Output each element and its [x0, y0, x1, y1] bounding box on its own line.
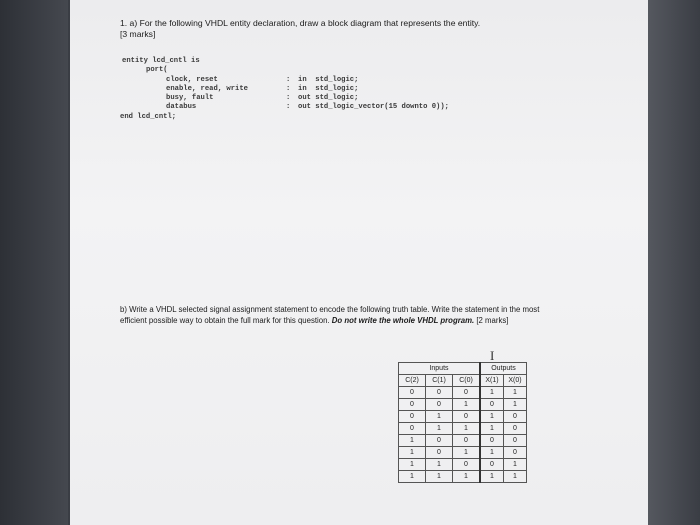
table-cell: 0 — [480, 459, 504, 471]
code-port-names: databus — [166, 103, 197, 111]
code-port-type: out std_logic_vector(15 downto 0)); — [298, 103, 449, 111]
table-cell: 1 — [426, 471, 453, 483]
code-entity-line: entity lcd_cntl is — [122, 57, 200, 65]
table-cell: 0 — [399, 423, 426, 435]
inputs-header: Inputs — [399, 363, 481, 375]
table-cell: 0 — [399, 411, 426, 423]
question-1b-marks: [2 marks] — [476, 316, 509, 325]
paper-sheet — [70, 0, 648, 525]
truth-table — [398, 362, 527, 483]
table-row — [399, 447, 527, 459]
table-cell: 1 — [453, 447, 481, 459]
table-cell: 1 — [504, 399, 527, 411]
table-cell: 0 — [453, 459, 481, 471]
question-1a-marks: [3 marks] — [120, 29, 156, 39]
table-row — [399, 411, 527, 423]
table-cell: 0 — [504, 447, 527, 459]
table-row — [399, 471, 527, 483]
table-cell: 1 — [399, 459, 426, 471]
code-port-colon: : — [286, 76, 291, 84]
table-cell: 0 — [504, 411, 527, 423]
table-cell: 1 — [453, 399, 481, 411]
code-end-line: end lcd_cntl; — [120, 113, 177, 121]
background-right — [648, 0, 700, 525]
table-cell: 1 — [480, 447, 504, 459]
code-port-names: busy, fault — [166, 94, 214, 102]
table-cell: 0 — [426, 399, 453, 411]
table-cell: 1 — [453, 471, 481, 483]
code-port-open: port( — [146, 66, 168, 74]
column-header: C(1) — [426, 375, 453, 387]
background-left — [0, 0, 68, 525]
table-cell: 0 — [453, 387, 481, 399]
column-header: X(0) — [504, 375, 527, 387]
table-cell: 1 — [426, 459, 453, 471]
table-cell: 0 — [426, 435, 453, 447]
table-cell: 0 — [426, 387, 453, 399]
table-row — [399, 423, 527, 435]
table-cell: 0 — [453, 435, 481, 447]
question-1a-prompt: 1. a) For the following VHDL entity declaration, draw a block diagram that represents the entity. — [120, 18, 481, 28]
table-cell: 1 — [480, 423, 504, 435]
code-port-colon: : — [286, 103, 291, 111]
truth-table-body — [399, 387, 527, 483]
table-cell: 1 — [399, 447, 426, 459]
column-header: C(0) — [453, 375, 481, 387]
question-1b — [120, 304, 560, 326]
code-port-type: in std_logic; — [298, 85, 359, 93]
table-cell: 1 — [426, 411, 453, 423]
question-1b-prompt: b) Write a VHDL selected signal assignment statement to encode the following truth table. Write the statement in the most efficient possible way to obtain the full mark for this question. — [120, 305, 540, 325]
table-cell: 1 — [399, 471, 426, 483]
question-1b-emphasis: Do not write the whole VHDL program. — [331, 316, 475, 325]
table-cell: 1 — [504, 387, 527, 399]
table-cell: 0 — [480, 399, 504, 411]
table-cell: 0 — [504, 435, 527, 447]
table-cell: 0 — [426, 447, 453, 459]
table-cell: 1 — [426, 423, 453, 435]
code-port-colon: : — [286, 85, 291, 93]
code-port-colon: : — [286, 94, 291, 102]
table-cell: 1 — [480, 471, 504, 483]
table-cell: 0 — [504, 423, 527, 435]
table-cell: 0 — [480, 435, 504, 447]
table-row — [399, 435, 527, 447]
question-1a — [120, 18, 620, 40]
table-cell: 1 — [399, 435, 426, 447]
column-header: X(1) — [480, 375, 504, 387]
column-header: C(2) — [399, 375, 426, 387]
table-cell: 0 — [453, 411, 481, 423]
text-cursor-icon: I — [490, 348, 495, 363]
code-port-type: in std_logic; — [298, 76, 359, 84]
table-row — [399, 399, 527, 411]
table-cell: 0 — [399, 387, 426, 399]
code-port-names: enable, read, write — [166, 85, 248, 93]
outputs-header: Outputs — [480, 363, 527, 375]
table-cell: 0 — [399, 399, 426, 411]
table-cell: 1 — [480, 411, 504, 423]
code-port-names: clock, reset — [166, 76, 218, 84]
code-port-type: out std_logic; — [298, 94, 359, 102]
table-cell: 1 — [504, 471, 527, 483]
table-cell: 1 — [480, 387, 504, 399]
table-cell: 1 — [504, 459, 527, 471]
table-row — [399, 387, 527, 399]
table-row — [399, 459, 527, 471]
table-cell: 1 — [453, 423, 481, 435]
